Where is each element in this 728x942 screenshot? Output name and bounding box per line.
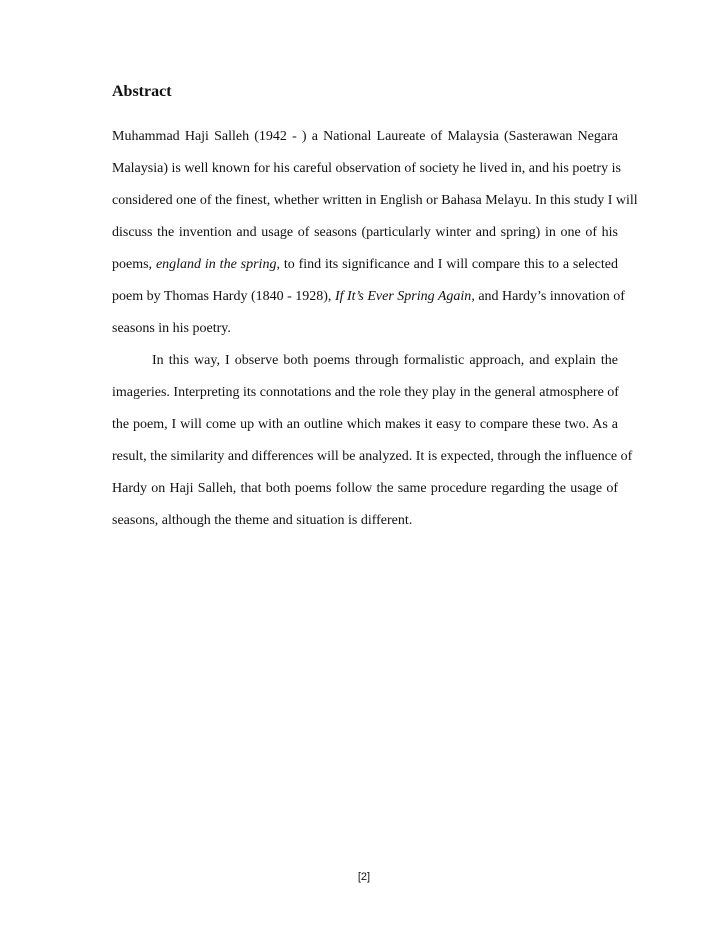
poem-title: england in the spring [155,257,277,272]
text-line: imageries. Interpreting its connotations and the role they play in the general atmosphere of [112,385,619,400]
abstract-paragraph-1 [112,121,638,345]
text-segment: poem by Thomas Hardy (1840 - 1928), [112,289,332,304]
abstract-paragraph-2 [112,345,633,537]
section-heading: Abstract [112,83,172,100]
text-line: Muhammad Haji Salleh (1942 - ) a National Laureate of Malaysia (Sasterawan Negara [112,129,618,144]
text-line: Malaysia) is well known for his careful observation of society he lived in, and his poetry is [112,161,621,176]
text-line: considered one of the finest, whether written in English or Bahasa Melayu. In this study I will [112,193,638,208]
text-segment: poems, [112,257,153,272]
text-line [112,249,618,281]
text-line [112,281,625,313]
text-line: Hardy on Haji Salleh, that both poems follow the same procedure regarding the usage of [112,481,618,496]
text-line: discuss the invention and usage of seasons (particularly winter and spring) in one of his [112,225,618,240]
text-line: result, the similarity and differences will be analyzed. It is expected, through the influence of [112,449,633,464]
text-line: the poem, I will come up with an outline which makes it easy to compare these two. As a [112,417,618,432]
text-segment: , and Hardy’s innovation of [471,289,625,304]
text-line: seasons, although the theme and situation is different. [112,513,413,528]
text-segment: , to find its significance and I will compare this to a selected [276,257,618,272]
poem-title: If It’s Ever Spring Again [334,289,472,304]
page-number: [2] [357,871,371,883]
text-line: seasons in his poetry. [112,321,231,336]
text-line: In this way, I observe both poems through formalistic approach, and explain the [152,353,618,368]
